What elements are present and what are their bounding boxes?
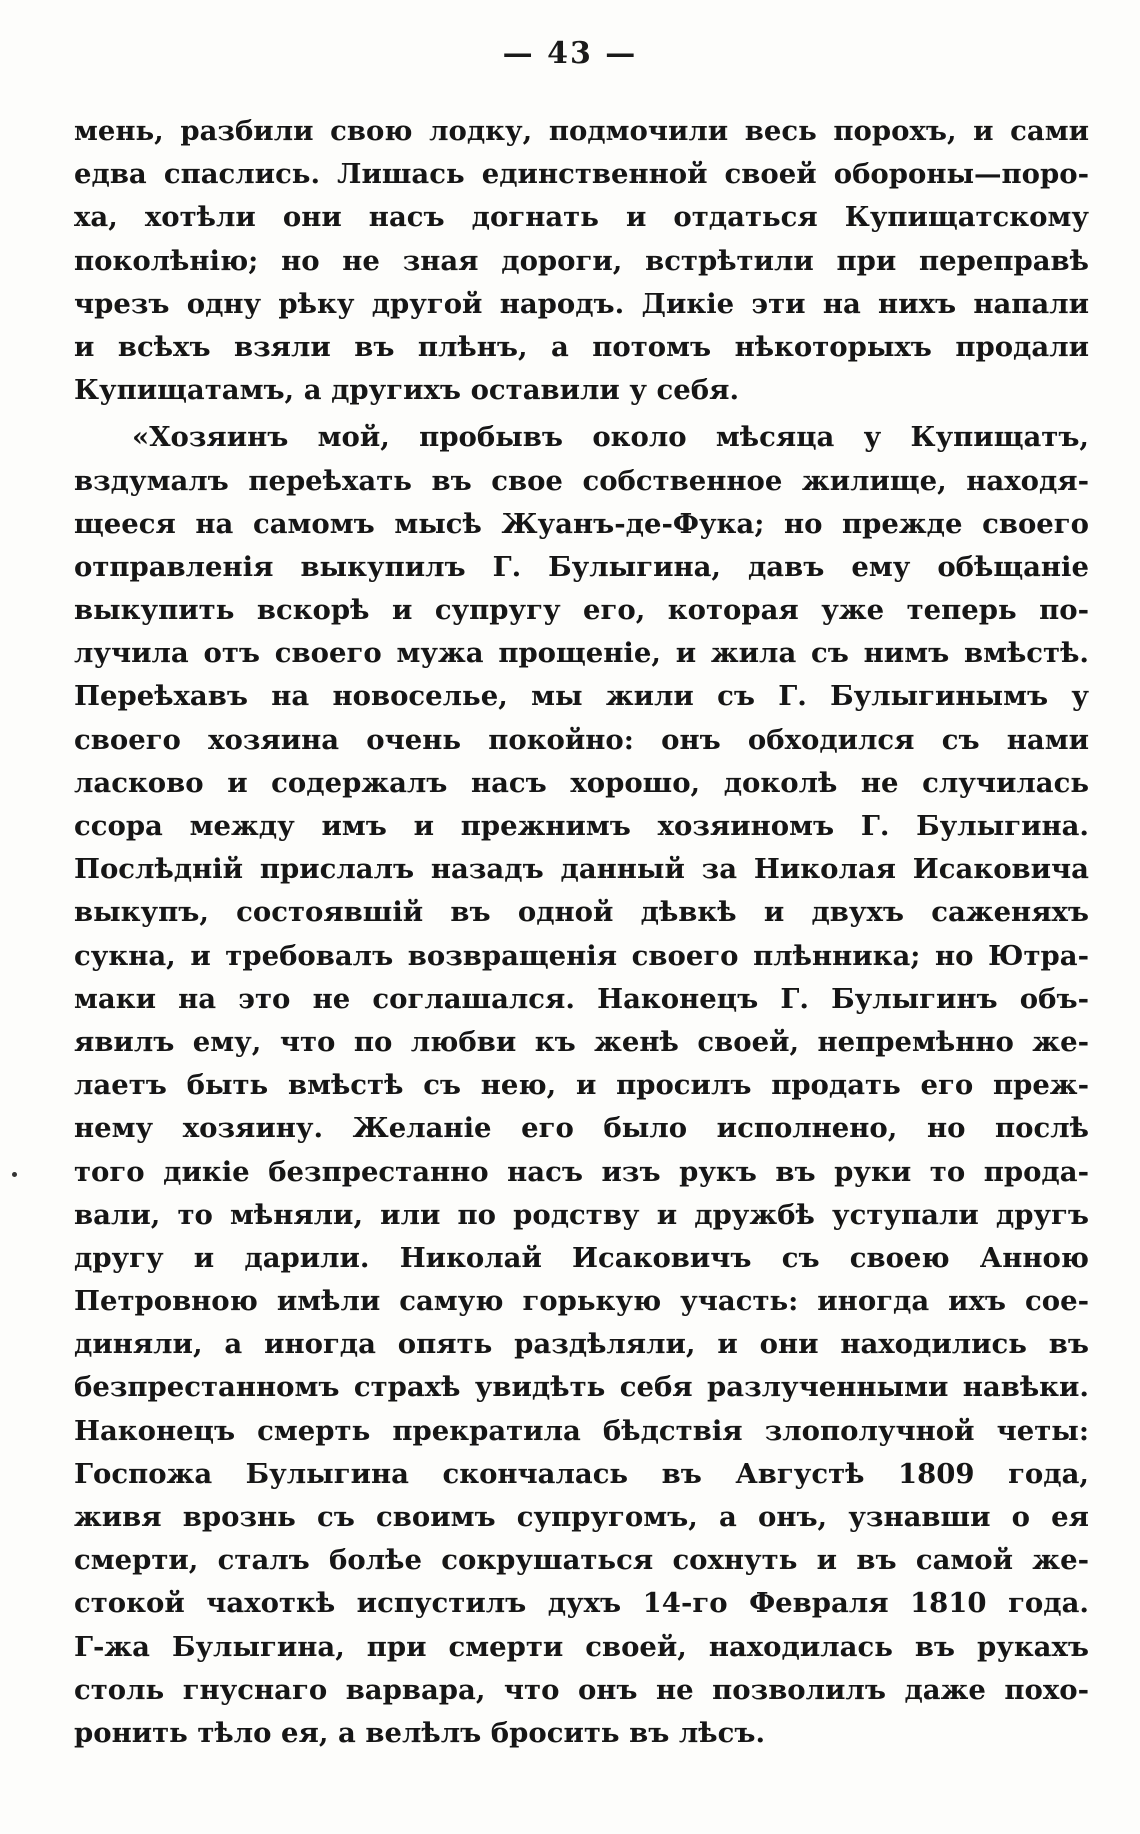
text-line: сукна, и требовалъ возвращенія своего плѣнника; но Ютра- bbox=[74, 939, 1089, 972]
text-line: лучила отъ своего мужа прощеніе, и жила съ нимъ вмѣстѣ. bbox=[74, 637, 1089, 670]
text-line: чрезъ одну рѣку другой народъ. Дикіе эти на нихъ напали bbox=[74, 287, 1089, 320]
text-line: Госпожа Булыгина скончалась въ Августѣ 1809 года, bbox=[74, 1457, 1089, 1490]
text-line: ласково и содержалъ насъ хорошо, доколѣ не случилась bbox=[74, 766, 1089, 799]
text-line: ссора между имъ и прежнимъ хозяиномъ Г. Булыгина. bbox=[74, 810, 1089, 842]
text-line: диняли, а иногда опять раздѣляли, и они находились въ bbox=[74, 1328, 1089, 1361]
text-line: отправленія выкупилъ Г. Булыгина, давъ ему обѣщаніе bbox=[74, 550, 1089, 583]
ink-speck bbox=[12, 1172, 17, 1177]
text-line: вздумалъ переѣхать въ свое собственное жилище, находя- bbox=[74, 464, 1089, 497]
text-line: лаетъ быть вмѣстѣ съ нею, и просилъ продать его преж- bbox=[74, 1069, 1089, 1102]
body-text bbox=[74, 110, 1089, 1755]
text-line: смерти, сталъ болѣе сокрушаться сохнуть и въ самой же- bbox=[74, 1544, 1089, 1577]
text-line: живя врознь съ своимъ супругомъ, а онъ, узнавши о ея bbox=[74, 1501, 1089, 1533]
text-line: другу и дарили. Николай Исаковичъ съ своею Анною bbox=[74, 1241, 1089, 1274]
text-line: стокой чахоткѣ испустилъ духъ 14-го Февраля 1810 года. bbox=[74, 1587, 1089, 1620]
text-line: выкупъ, состоявшій въ одной дѣвкѣ и двухъ саженяхъ bbox=[74, 896, 1089, 929]
text-line: мень, разбили свою лодку, подмочили весь порохъ, и сами bbox=[74, 115, 1089, 147]
text-line: того дикіе безпрестанно насъ изъ рукъ въ руки то прода- bbox=[74, 1155, 1089, 1188]
text-line: вали, то мѣняли, или по родству и дружбѣ уступали другъ bbox=[74, 1198, 1089, 1231]
text-line: Переѣхавъ на новоселье, мы жили съ Г. Булыгинымъ у bbox=[74, 680, 1089, 713]
text-line: Послѣдній прислалъ назадъ данный за Николая Исаковича bbox=[74, 853, 1089, 886]
text-line: Наконецъ смерть прекратила бѣдствія злополучной четы: bbox=[74, 1414, 1089, 1447]
text-line: ха, хотѣли они насъ догнать и отдаться Купищатскому bbox=[74, 201, 1089, 234]
text-line: щееся на самомъ мысѣ Жуанъ-де-Фука; но прежде своего bbox=[74, 507, 1089, 540]
paragraph bbox=[74, 110, 1089, 412]
paragraph bbox=[74, 416, 1089, 1755]
page-number: — 43 — bbox=[502, 36, 638, 71]
text-line: безпрестанномъ страхѣ увидѣть себя разлученными навѣки. bbox=[74, 1371, 1089, 1404]
text-line: «Хозяинъ мой, пробывъ около мѣсяца у Купищатъ, bbox=[132, 421, 1089, 454]
text-line: нему хозяину. Желаніе его было исполнено, но послѣ bbox=[74, 1112, 1089, 1145]
text-line: и всѣхъ взяли въ плѣнъ, а потомъ нѣкоторыхъ продали bbox=[74, 330, 1089, 363]
text-line: ронить тѣло ея, а велѣлъ бросить въ лѣсъ. bbox=[74, 1716, 766, 1749]
text-line: едва спаслись. Лишась единственной своей обороны—поро- bbox=[74, 158, 1089, 191]
text-line: маки на это не соглашался. Наконецъ Г. Булыгинъ объ- bbox=[74, 982, 1089, 1015]
text-line: явилъ ему, что по любви къ женѣ своей, непремѣнно же- bbox=[74, 1025, 1089, 1058]
text-line: столь гнуснаго варвара, что онъ не позволилъ даже похо- bbox=[74, 1673, 1089, 1706]
text-line: Купищатамъ, а другихъ оставили у себя. bbox=[74, 374, 740, 407]
text-line: Г-жа Булыгина, при смерти своей, находилась въ рукахъ bbox=[74, 1630, 1089, 1663]
text-line: выкупить вскорѣ и супругу его, которая уже теперь по- bbox=[74, 594, 1089, 627]
text-line: Петровною имѣли самую горькую участь: иногда ихъ сое- bbox=[74, 1285, 1089, 1318]
text-line: поколѣнію; но не зная дороги, встрѣтили при переправѣ bbox=[74, 244, 1089, 277]
text-line: своего хозяина очень покойно: онъ обходился съ нами bbox=[74, 723, 1089, 756]
